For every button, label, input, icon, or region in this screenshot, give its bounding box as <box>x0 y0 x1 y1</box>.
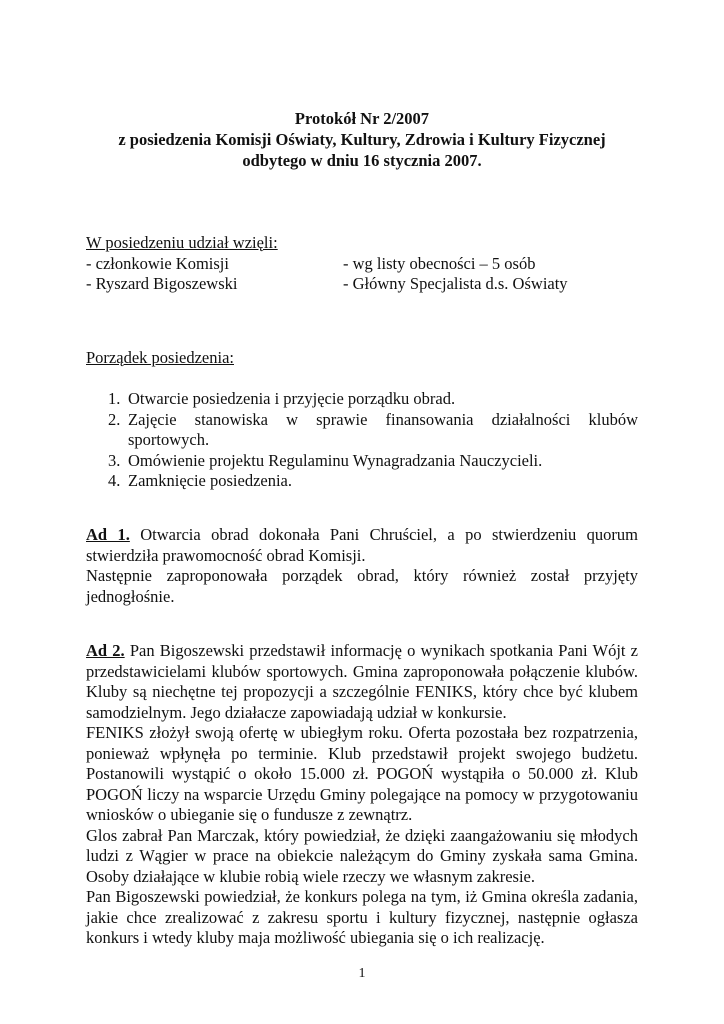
agenda-list-container <box>86 389 638 492</box>
ad2-paragraph-3: Glos zabrał Pan Marczak, który powiedział, że dzięki zaangażowaniu się młodych ludzi z Wągier w prace na obiekcie należącym do Gminy zyskała sama Gmina. Osoby działające w klubie robią wiele rzeczy we własnym zakresie. <box>86 825 638 886</box>
attendance-heading: W posiedzeniu udział wzięli: <box>86 233 278 252</box>
attendee-role: - Główny Specjalista d.s. Oświaty <box>343 274 568 293</box>
ad1-paragraph-2: Następnie zaproponowała porządek obrad, który również został przyjęty jednogłośnie. <box>86 566 638 606</box>
attendance-row <box>86 274 638 295</box>
ad1-paragraph-1 <box>86 525 638 566</box>
ad1-text-1: Otwarcia obrad dokonała Pani Chruściel, a po stwierdzeniu quorum stwierdziła prawomocność obrad Komisji. <box>86 525 639 565</box>
attendance-section <box>86 233 638 295</box>
title-line-2: z posiedzenia Komisji Oświaty, Kultury, Zdrowia i Kultury Fizycznej <box>118 130 606 149</box>
agenda-item <box>86 410 638 451</box>
agenda-item <box>86 451 638 472</box>
ad2-paragraph-4: Pan Bigoszewski powiedział, że konkurs polega na tym, iż Gmina określa zadania, jakie chce zrealizować z zakresu sportu i kultury fizycznej, następnie ogłasza konkurs i wtedy kluby maja możliwość ubiegania się o ich realizację. <box>86 887 638 947</box>
page-number: 1 <box>358 966 366 981</box>
ad2-paragraph-1 <box>86 641 638 723</box>
agenda-item-text: Otwarcie posiedzenia i przyjęcie porządku obrad. <box>128 389 456 408</box>
attendee-name: - Ryszard Bigoszewski <box>86 274 238 293</box>
agenda-list <box>86 389 638 492</box>
title-line-1: Protokół Nr 2/2007 <box>294 109 430 128</box>
agenda-heading: Porządek posiedzenia: <box>86 348 234 367</box>
ad2-paragraph-2: FENIKS złożył swoją ofertę w ubiegłym roku. Oferta pozostała bez rozpatrzenia, ponieważ wpłynęła po terminie. Klub przedstawił projekt swojego budżetu. Postanowili wystąpić o około 15.000 zł. POGOŃ wystąpiła o 50.000 zł. Klub POGOŃ liczy na wsparcie Urzędu Gminy polegające na pomocy w przygotowaniu wniosków o ubieganie się o fundusze z zewnątrz. <box>86 723 638 824</box>
agenda-item-number: 4. <box>108 471 121 490</box>
agenda-item-text: Zajęcie stanowiska w sprawie finansowania działalności klubów sportowych. <box>128 409 638 449</box>
agenda-item-number: 3. <box>108 450 121 470</box>
ad1-section <box>86 525 638 607</box>
ad1-heading: Ad 1. <box>86 525 130 544</box>
agenda-section <box>86 348 638 369</box>
ad2-text-1: Pan Bigoszewski przedstawił informację o wynikach spotkania Pani Wójt z przedstawicielami klubów sportowych. Gmina zaproponowała połączenie klubów. Kluby są niechętne tej propozycji a szczególnie FENIKS, który chce być klubem samodzielnym. Jego działacze zapowiadają udział w konkursie. <box>86 641 639 722</box>
attendance-row <box>86 254 638 275</box>
agenda-item-number: 2. <box>108 409 121 429</box>
agenda-item <box>86 471 638 492</box>
agenda-item-text: Omówienie projektu Regulaminu Wynagradzania Nauczycieli. <box>128 450 543 470</box>
document-title <box>60 108 664 171</box>
attendee-name: - członkowie Komisji <box>86 253 229 273</box>
agenda-item-text: Zamknięcie posiedzenia. <box>128 471 293 490</box>
agenda-item-number: 1. <box>108 389 121 408</box>
attendee-role: - wg listy obecności – 5 osób <box>343 253 536 273</box>
title-line-3: odbytego w dniu 16 stycznia 2007. <box>242 151 482 170</box>
agenda-item <box>86 389 638 410</box>
ad2-section <box>86 641 638 949</box>
ad2-heading: Ad 2. <box>86 641 125 660</box>
